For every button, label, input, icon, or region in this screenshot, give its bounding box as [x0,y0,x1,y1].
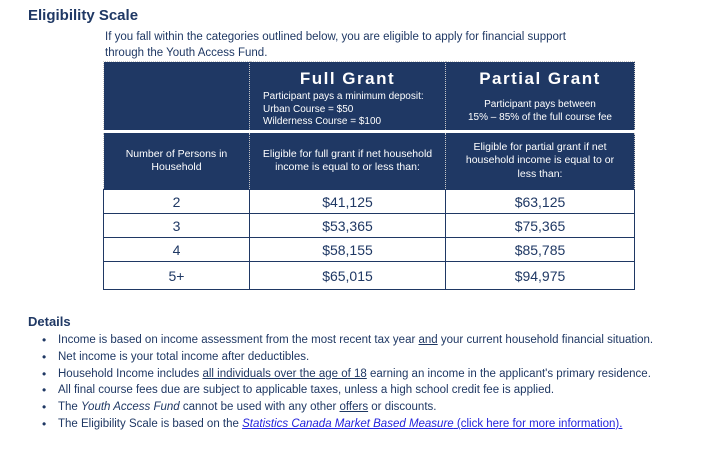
header-partial-grant-cell [446,62,635,132]
list-item [40,399,700,416]
bullet-text-underlined: offers [339,401,369,414]
header-full-grant-cell [250,62,446,132]
bullet-text: or discounts. [368,401,437,414]
partial-grant-subtext-line2: 15% – 85% of the full course fee [468,111,612,123]
partial-grant-title: Partial Grant [479,69,601,88]
bullet-text: The Eligibility Scale is based on the [58,417,243,430]
partial-grant-subtext [446,99,634,124]
cell-partial-grant-income: $85,785 [446,238,635,262]
full-grant-subtext-line3: Wilderness Course = $100 [263,116,382,127]
bullet-text: cannot be used with any other [179,401,340,414]
bullet-text: your current household financial situation. [437,334,654,346]
header-empty-cell [104,62,250,132]
full-grant-subtext-line2: Urban Course = $50 [263,103,354,115]
table-row [104,190,635,214]
list-item [40,382,700,399]
table-row [104,238,635,262]
cell-partial-grant-income: $63,125 [446,190,635,214]
partial-grant-subtext-line1: Participant pays between [484,99,596,110]
cell-full-grant-income: $41,125 [250,190,446,214]
cell-partial-grant-income: $75,365 [446,214,635,238]
intro-line-1: If you fall within the categories outlined below, you are eligible to apply for financial support [105,31,566,43]
table-header-row-grants [104,62,635,132]
bullet-text: The [58,401,82,414]
cell-partial-grant-income: $94,975 [446,262,635,290]
cell-persons: 2 [104,190,250,214]
bullet-text: Income is based on income assessment from the most recent tax year [58,334,419,346]
full-grant-subtext [250,91,445,129]
link-text-italic: Statistics Canada Market Based Measure [242,417,454,430]
link-text: (click here for more information). [453,417,623,430]
bullet-text-underlined: all individuals over the age of 18 [202,367,367,380]
subheader-partial-grant: Eligible for partial grant if net household income is equal to or less than: [446,132,635,190]
list-item [40,366,700,383]
details-heading: Details [28,314,71,329]
bullet-text: All final course fees due are subject to applicable taxes, unless a high school credit fee is applied. [58,384,555,397]
full-grant-title: Full Grant [299,69,396,88]
table-row [104,214,635,238]
subheader-persons: Number of Persons in Household [104,132,250,190]
statistics-canada-link[interactable] [242,418,622,430]
table-row [104,262,635,290]
list-item [40,416,700,433]
list-item [40,349,700,366]
intro-text [105,30,566,61]
cell-persons: 4 [104,238,250,262]
bullet-text: Household Income includes [58,367,203,380]
subheader-full-grant: Eligible for full grant if net household income is equal to or less than: [250,132,446,190]
cell-full-grant-income: $53,365 [250,214,446,238]
details-list [40,332,700,433]
cell-persons: 5+ [104,262,250,290]
bullet-text-underlined: and [418,334,438,346]
list-item [40,332,700,349]
full-grant-subtext-line1: Participant pays a minimum deposit: [263,91,424,102]
bullet-text: earning an income in the applicant's primary residence. [366,367,651,380]
cell-persons: 3 [104,214,250,238]
cell-full-grant-income: $58,155 [250,238,446,262]
page-title: Eligibility Scale [28,7,139,24]
eligibility-table [103,61,635,290]
intro-line-2: through the Youth Access Fund. [105,46,268,59]
cell-full-grant-income: $65,015 [250,262,446,290]
table-subheader-row [104,132,635,190]
bullet-text-italic: Youth Access Fund [81,401,180,414]
bullet-text: Net income is your total income after deductibles. [58,350,310,363]
